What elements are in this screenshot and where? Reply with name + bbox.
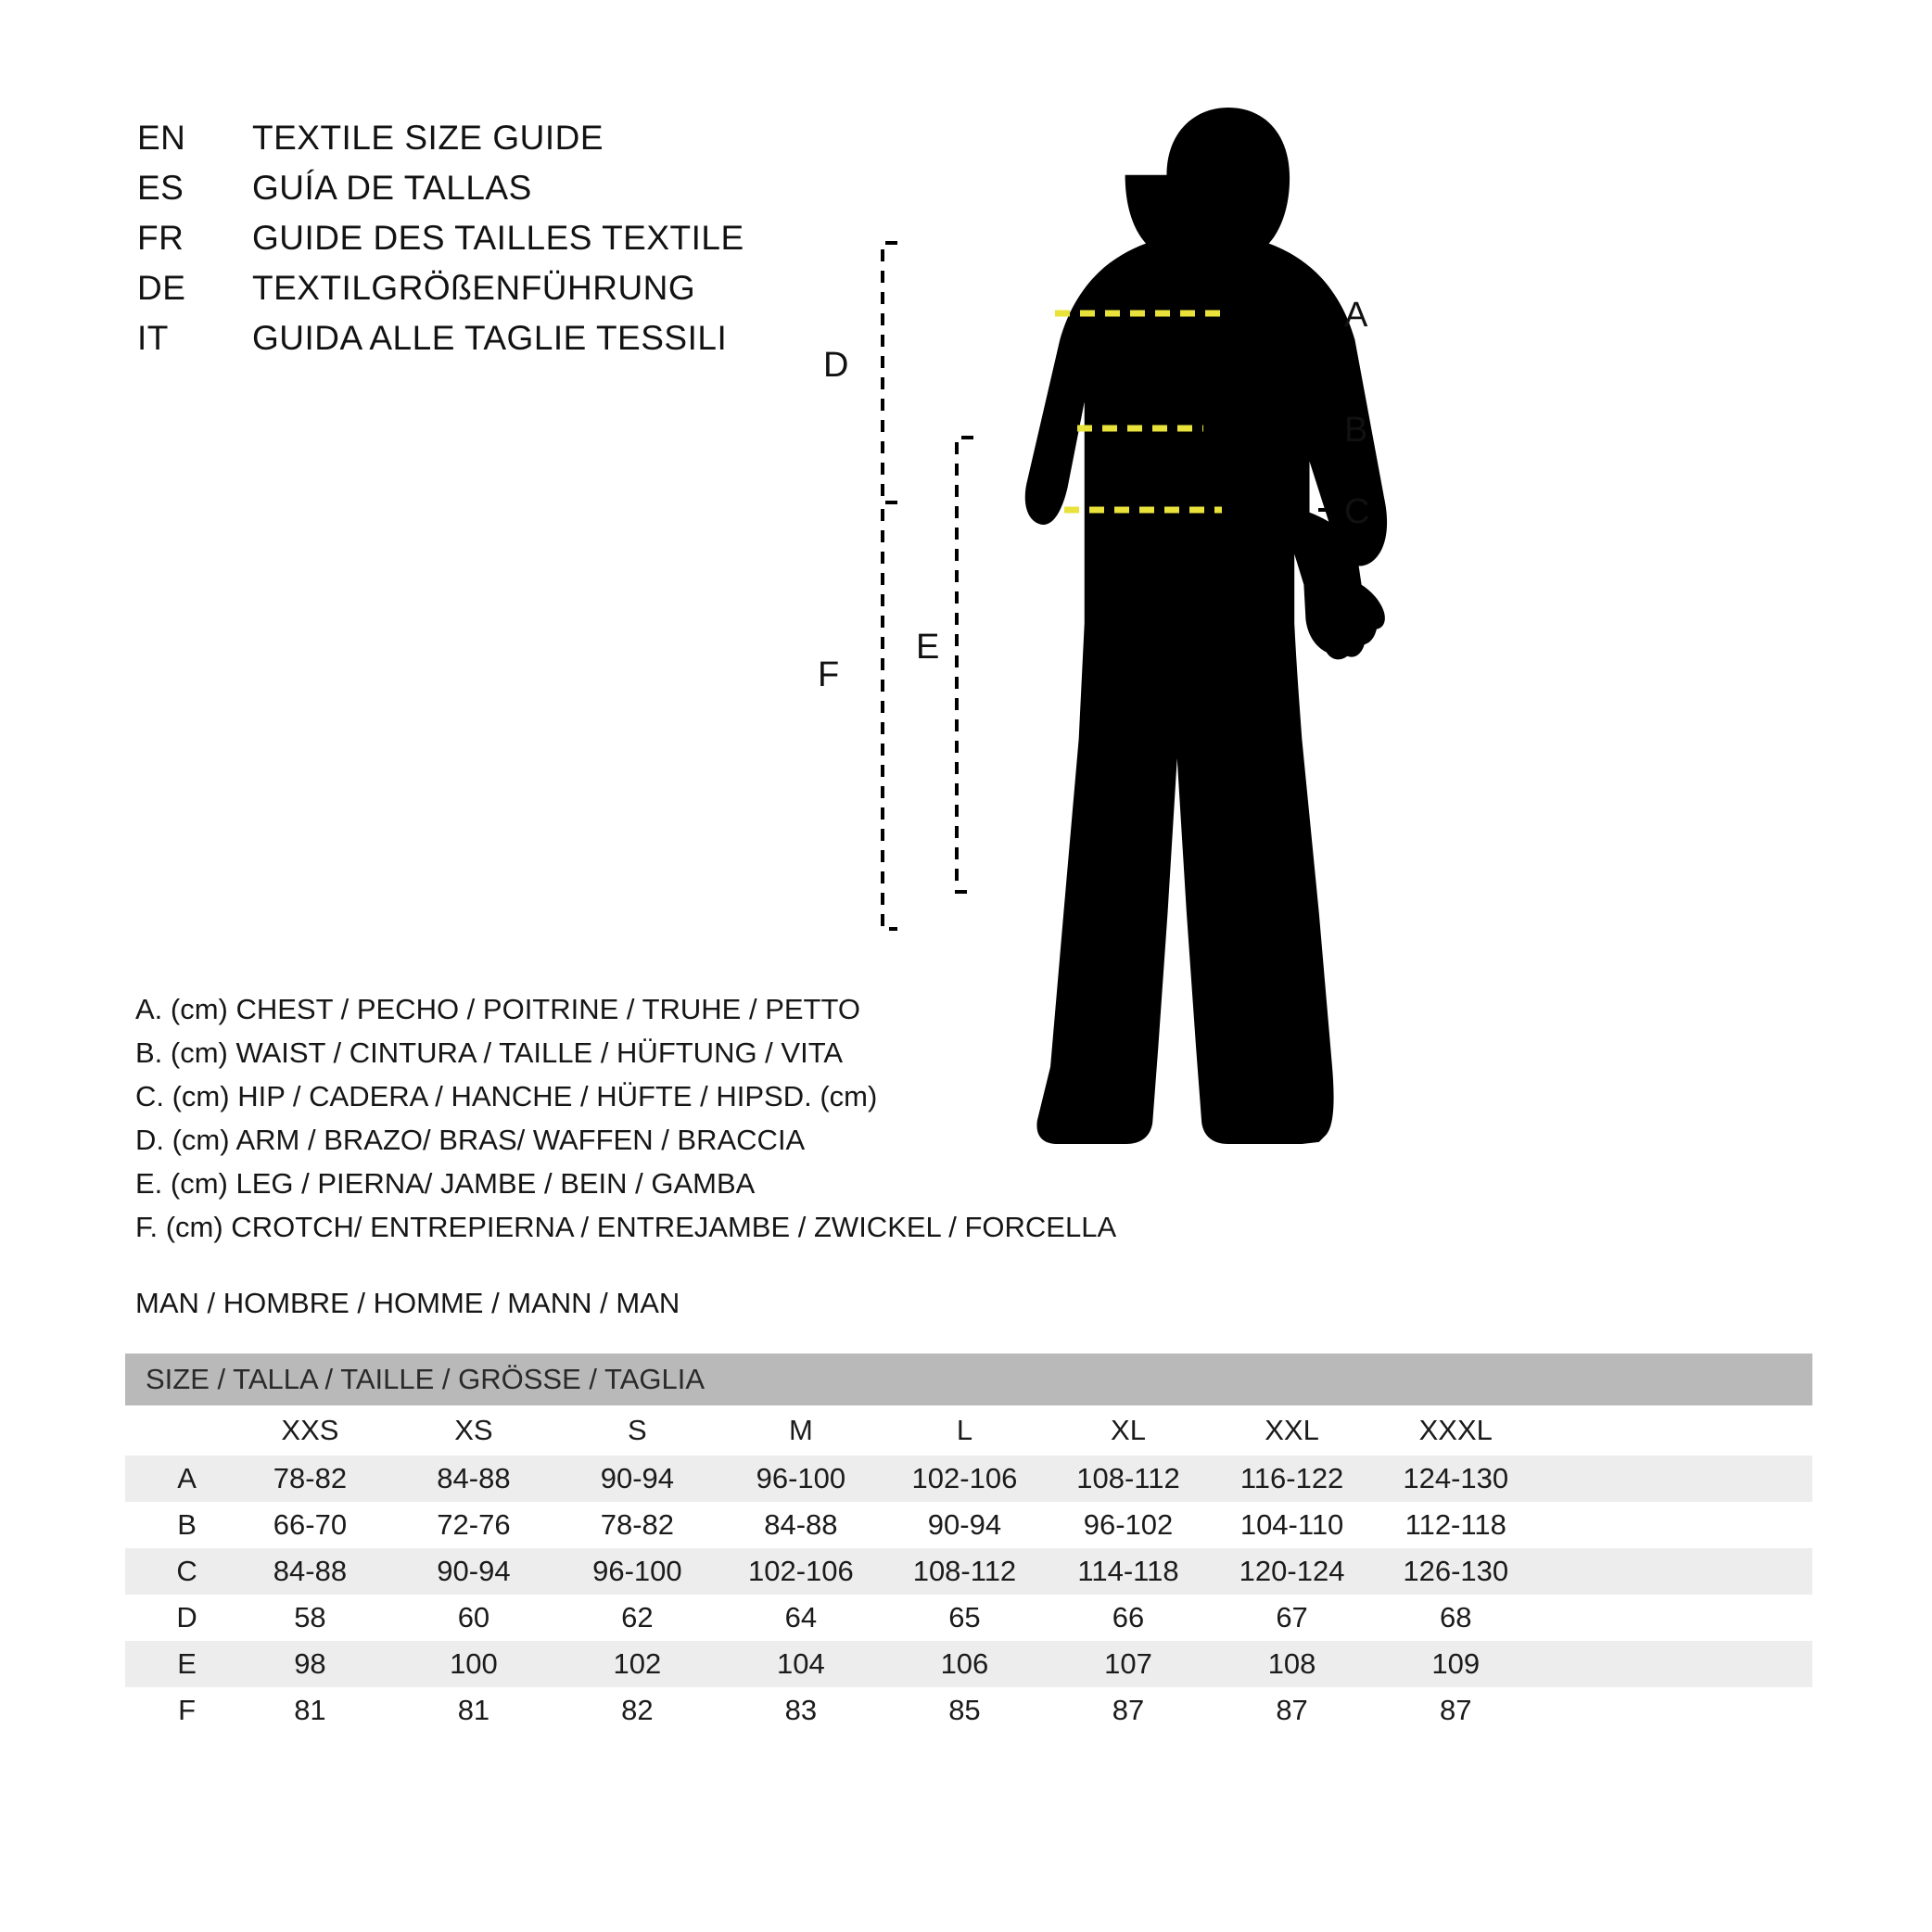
table-cell: 83 xyxy=(719,1687,883,1734)
table-cell: 104-110 xyxy=(1210,1502,1374,1548)
table-cell: 65 xyxy=(883,1595,1047,1641)
size-header-cell: XS xyxy=(392,1405,555,1455)
table-cell: 72-76 xyxy=(392,1502,555,1548)
language-code: EN xyxy=(137,119,186,157)
language-title: GUIDE DES TAILLES TEXTILE xyxy=(252,219,744,257)
table-row xyxy=(125,1548,1812,1595)
table-cell: 60 xyxy=(392,1595,555,1641)
table-cell: 108-112 xyxy=(883,1548,1047,1595)
row-label: E xyxy=(125,1641,228,1687)
size-header-cell: XXS xyxy=(228,1405,392,1455)
size-table xyxy=(125,1354,1812,1734)
table-cell: 90-94 xyxy=(555,1455,718,1502)
language-title-block xyxy=(137,119,879,369)
language-row xyxy=(137,169,879,219)
table-cell: 100 xyxy=(392,1641,555,1687)
table-header-row xyxy=(125,1354,1812,1405)
language-title: GUÍA DE TALLAS xyxy=(252,169,532,207)
language-title: TEXTILE SIZE GUIDE xyxy=(252,119,604,157)
language-title: TEXTILGRÖßENFÜHRUNG xyxy=(252,269,696,307)
diagram-label-c: C xyxy=(1344,492,1370,531)
table-cell: 96-100 xyxy=(719,1455,883,1502)
table-row xyxy=(125,1455,1812,1502)
table-cell: 107 xyxy=(1047,1641,1211,1687)
bracket-f xyxy=(883,502,897,929)
diagram-label-b: B xyxy=(1344,411,1368,450)
language-code: ES xyxy=(137,169,184,207)
table-cell: 102-106 xyxy=(719,1548,883,1595)
row-label: C xyxy=(125,1548,228,1595)
language-row xyxy=(137,119,879,169)
diagram-label-f: F xyxy=(818,655,840,694)
legend-item-c: C. (cm) HIP / CADERA / HANCHE / HÜFTE / HIPSD. (cm) xyxy=(135,1080,878,1112)
table-cell: 58 xyxy=(228,1595,392,1641)
row-label: F xyxy=(125,1687,228,1734)
size-header-cell: XXL xyxy=(1210,1405,1374,1455)
table-cell: 106 xyxy=(883,1641,1047,1687)
bracket-d xyxy=(883,243,897,502)
table-cell: 82 xyxy=(555,1687,718,1734)
table-row xyxy=(125,1595,1812,1641)
table-cell: 62 xyxy=(555,1595,718,1641)
table-cell: 90-94 xyxy=(392,1548,555,1595)
table-cell: 98 xyxy=(228,1641,392,1687)
table-cell: 109 xyxy=(1374,1641,1538,1687)
size-header-cell: S xyxy=(555,1405,718,1455)
body-measurement-diagram xyxy=(818,83,1891,1224)
table-cell: 81 xyxy=(392,1687,555,1734)
language-code: IT xyxy=(137,319,169,357)
table-cell: 108-112 xyxy=(1047,1455,1211,1502)
man-silhouette-icon xyxy=(1025,108,1387,1144)
language-row xyxy=(137,319,879,369)
table-cell: 84-88 xyxy=(719,1502,883,1548)
legend-item-b: B. (cm) WAIST / CINTURA / TAILLE / HÜFTUNG / VITA xyxy=(135,1036,844,1069)
size-header-cell: XXXL xyxy=(1374,1405,1538,1455)
table-spacer-cell xyxy=(1538,1455,1812,1502)
table-spacer-cell xyxy=(1538,1687,1812,1734)
table-cell: 87 xyxy=(1210,1687,1374,1734)
language-row xyxy=(137,269,879,319)
table-cell: 112-118 xyxy=(1374,1502,1538,1548)
table-cell: 81 xyxy=(228,1687,392,1734)
row-label: B xyxy=(125,1502,228,1548)
table-cell: 85 xyxy=(883,1687,1047,1734)
table-cell: 108 xyxy=(1210,1641,1374,1687)
table-cell: 126-130 xyxy=(1374,1548,1538,1595)
table-spacer-cell xyxy=(1538,1641,1812,1687)
diagram-label-d: D xyxy=(823,346,849,385)
table-cell: 68 xyxy=(1374,1595,1538,1641)
legend-item-a: A. (cm) CHEST / PECHO / POITRINE / TRUHE / PETTO xyxy=(135,993,860,1025)
table-cell: 96-100 xyxy=(555,1548,718,1595)
bracket-e xyxy=(957,438,973,892)
language-title: GUIDA ALLE TAGLIE TESSILI xyxy=(252,319,728,357)
table-cell: 66-70 xyxy=(228,1502,392,1548)
diagram-label-a: A xyxy=(1344,296,1368,335)
table-cell: 104 xyxy=(719,1641,883,1687)
table-cell: 90-94 xyxy=(883,1502,1047,1548)
size-header-cell: XL xyxy=(1047,1405,1211,1455)
table-cell: 102-106 xyxy=(883,1455,1047,1502)
table-cell: 84-88 xyxy=(392,1455,555,1502)
legend-item-e: E. (cm) LEG / PIERNA/ JAMBE / BEIN / GAMBA xyxy=(135,1167,756,1200)
table-cell: 114-118 xyxy=(1047,1548,1211,1595)
gender-label: MAN / HOMBRE / HOMME / MANN / MAN xyxy=(135,1287,680,1319)
table-cell: 116-122 xyxy=(1210,1455,1374,1502)
row-label: A xyxy=(125,1455,228,1502)
table-spacer-cell xyxy=(1538,1405,1812,1455)
table-spacer-cell xyxy=(1538,1502,1812,1548)
table-row xyxy=(125,1641,1812,1687)
table-size-row xyxy=(125,1405,1812,1455)
table-spacer-cell xyxy=(1538,1595,1812,1641)
table-corner-cell xyxy=(125,1405,228,1455)
table-cell: 96-102 xyxy=(1047,1502,1211,1548)
size-header-cell: M xyxy=(719,1405,883,1455)
table-cell: 102 xyxy=(555,1641,718,1687)
table-row xyxy=(125,1687,1812,1734)
table-cell: 66 xyxy=(1047,1595,1211,1641)
table-cell: 78-82 xyxy=(228,1455,392,1502)
language-code: DE xyxy=(137,269,186,307)
table-spacer-cell xyxy=(1538,1548,1812,1595)
diagram-label-e: E xyxy=(916,628,940,667)
language-row xyxy=(137,219,879,269)
table-cell: 124-130 xyxy=(1374,1455,1538,1502)
table-cell: 78-82 xyxy=(555,1502,718,1548)
table-cell: 64 xyxy=(719,1595,883,1641)
legend-item-f: F. (cm) CROTCH/ ENTREPIERNA / ENTREJAMBE / ZWICKEL / FORCELLA xyxy=(135,1211,1117,1243)
table-cell: 84-88 xyxy=(228,1548,392,1595)
table-header-label: SIZE / TALLA / TAILLE / GRÖSSE / TAGLIA xyxy=(125,1354,1812,1405)
table-cell: 120-124 xyxy=(1210,1548,1374,1595)
table-cell: 87 xyxy=(1374,1687,1538,1734)
size-header-cell: L xyxy=(883,1405,1047,1455)
row-label: D xyxy=(125,1595,228,1641)
table-row xyxy=(125,1502,1812,1548)
legend-item-d: D. (cm) ARM / BRAZO/ BRAS/ WAFFEN / BRACCIA xyxy=(135,1124,806,1156)
language-code: FR xyxy=(137,219,184,257)
table-cell: 67 xyxy=(1210,1595,1374,1641)
table-cell: 87 xyxy=(1047,1687,1211,1734)
